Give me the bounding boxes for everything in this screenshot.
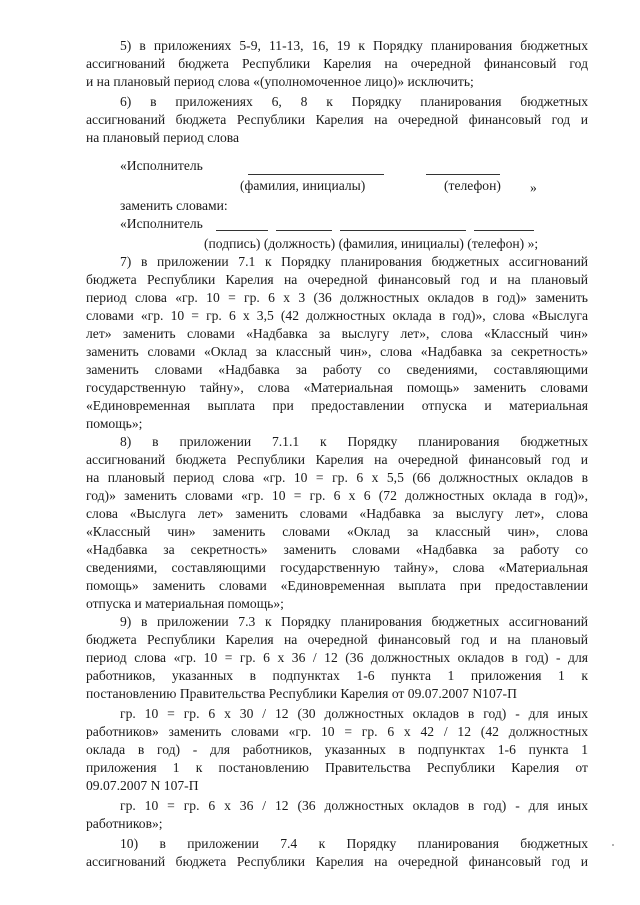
p9b-line-2: работников» заменить словами «гр. 10 = гр. 6 х 42 / 12 (42 должностных xyxy=(86,724,588,739)
form2-signature-blank xyxy=(216,230,268,231)
replace-with-label: заменить словами: xyxy=(120,198,228,213)
form1-name-caption: (фамилия, инициалы) xyxy=(240,178,366,193)
p7-line-4: словами «гр. 10 = гр. 6 х 3,5 (42 должностных оклада в год)», слова «Выслуга xyxy=(86,308,588,323)
p8-line-1: 8) в приложении 7.1.1 к Порядку планирования бюджетных xyxy=(120,434,588,449)
p9-line-2: бюджета Республики Карелия на очередной финансовый год и на плановый xyxy=(86,632,588,647)
p10-line-1: 10) в приложении 7.4 к Порядку планирования бюджетных xyxy=(120,836,588,851)
p8-line-4: год)» заменить словами «гр. 10 = гр. 6 х 6 (72 должностных оклада в год)», xyxy=(86,488,588,503)
p8-line-8: сведениями, составляющими государственную тайну», слова «Материальная xyxy=(86,560,588,575)
p8-line-3: на плановый период слова «гр. 10 = гр. 6 х 5,5 (66 должностных окладов в xyxy=(86,470,588,485)
p9c-line-1: гр. 10 = гр. 6 х 36 / 12 (36 должностных окладов в год) - для иных xyxy=(120,798,588,813)
p9-line-1: 9) в приложении 7.3 к Порядку планирования бюджетных ассигнований xyxy=(120,614,588,629)
p8-line-5: слова «Выслуга лет» заменить словами «Надбавка за выслугу лет», слова xyxy=(86,506,588,521)
scan-speck xyxy=(612,844,614,846)
p6-line-1: 6) в приложениях 6, 8 к Порядку планирования бюджетных xyxy=(120,94,588,109)
p7-line-6: заменить словами «Оклад за классный чин», слова «Надбавка за секретность» xyxy=(86,344,588,359)
p8-line-7: «Надбавка за секретность» заменить словами «Надбавка за работу со xyxy=(86,542,588,557)
p7-line-5: лет» заменить словами «Надбавка за выслугу лет», слова «Классный чин» xyxy=(86,326,588,341)
p8-line-10: отпуска и материальная помощь»; xyxy=(86,596,284,611)
p9b-line-4: приложения 1 к постановлению Правительства Республики Карелия от xyxy=(86,760,588,775)
p6-line-3: на плановый период слова xyxy=(86,130,240,145)
p8-line-2: ассигнований бюджета Республики Карелия на очередной финансовый год и xyxy=(86,452,588,467)
form2-position-blank xyxy=(276,230,332,231)
p7-line-2: бюджета Республики Карелия на очередной финансовый год и на плановый xyxy=(86,272,588,287)
p5-line-3: и на плановый период слова «(уполномоченное лицо)» исключить; xyxy=(86,74,474,89)
form2-name-blank xyxy=(340,230,466,231)
p7-line-3: период слова «гр. 10 = гр. 6 х 3 (36 должностных окладов в год)» заменить xyxy=(86,290,588,305)
p9b-line-3: оклада в год) - для работников, указанных в подпунктах 1-6 пункта 1 xyxy=(86,742,588,757)
p7-line-10: помощь»; xyxy=(86,416,143,431)
p5-line-1: 5) в приложениях 5-9, 11-13, 16, 19 к Порядку планирования бюджетных xyxy=(120,38,588,53)
p9-line-5: постановлению Правительства Республики Карелия от 09.07.2007 N107-П xyxy=(86,686,517,701)
p9b-line-1: гр. 10 = гр. 6 х 30 / 12 (30 должностных окладов в год) - для иных xyxy=(120,706,588,721)
form1-phone-blank xyxy=(426,174,500,175)
form1-name-blank xyxy=(248,174,384,175)
form2-executor-label: «Исполнитель xyxy=(120,216,203,231)
p7-line-1: 7) в приложении 7.1 к Порядку планирования бюджетных ассигнований xyxy=(120,254,588,269)
p9c-line-2: работников»; xyxy=(86,816,163,831)
p9b-line-5: 09.07.2007 N 107-П xyxy=(86,778,199,793)
p9-line-4: работников, указанных в подпунктах 1-6 пункта 1 приложения 1 к xyxy=(86,668,588,683)
form2-phone-blank xyxy=(474,230,534,231)
form1-close-quote: » xyxy=(530,180,537,195)
p10-line-2: ассигнований бюджета Республики Карелия на очередной финансовый год и xyxy=(86,854,588,869)
p5-line-2: ассигнований бюджета Республики Карелия на очередной финансовый год xyxy=(86,56,588,71)
p7-line-9: «Единовременная выплата при предоставлении отпуска и материальная xyxy=(86,398,588,413)
form1-phone-caption: (телефон) xyxy=(444,178,501,193)
p8-line-9: помощь» заменить словами «Единовременная выплата при предоставлении xyxy=(86,578,588,593)
p6-line-2: ассигнований бюджета Республики Карелия на очередной финансовый год и xyxy=(86,112,588,127)
p7-line-7: заменить словами «Надбавка за работу со сведениями, составляющими xyxy=(86,362,588,377)
p7-line-8: государственную тайну», слова «Материальная помощь» заменить словами xyxy=(86,380,588,395)
p8-line-6: «Классный чин» заменить словами «Оклад за классный чин», слова xyxy=(86,524,588,539)
form2-captions: (подпись) (должность) (фамилия, инициалы) (телефон) »; xyxy=(204,236,539,251)
p9-line-3: период слова «гр. 10 = гр. 6 х 36 / 12 (36 должностных окладов в год) - для xyxy=(86,650,588,665)
form1-executor-label: «Исполнитель xyxy=(120,158,203,173)
